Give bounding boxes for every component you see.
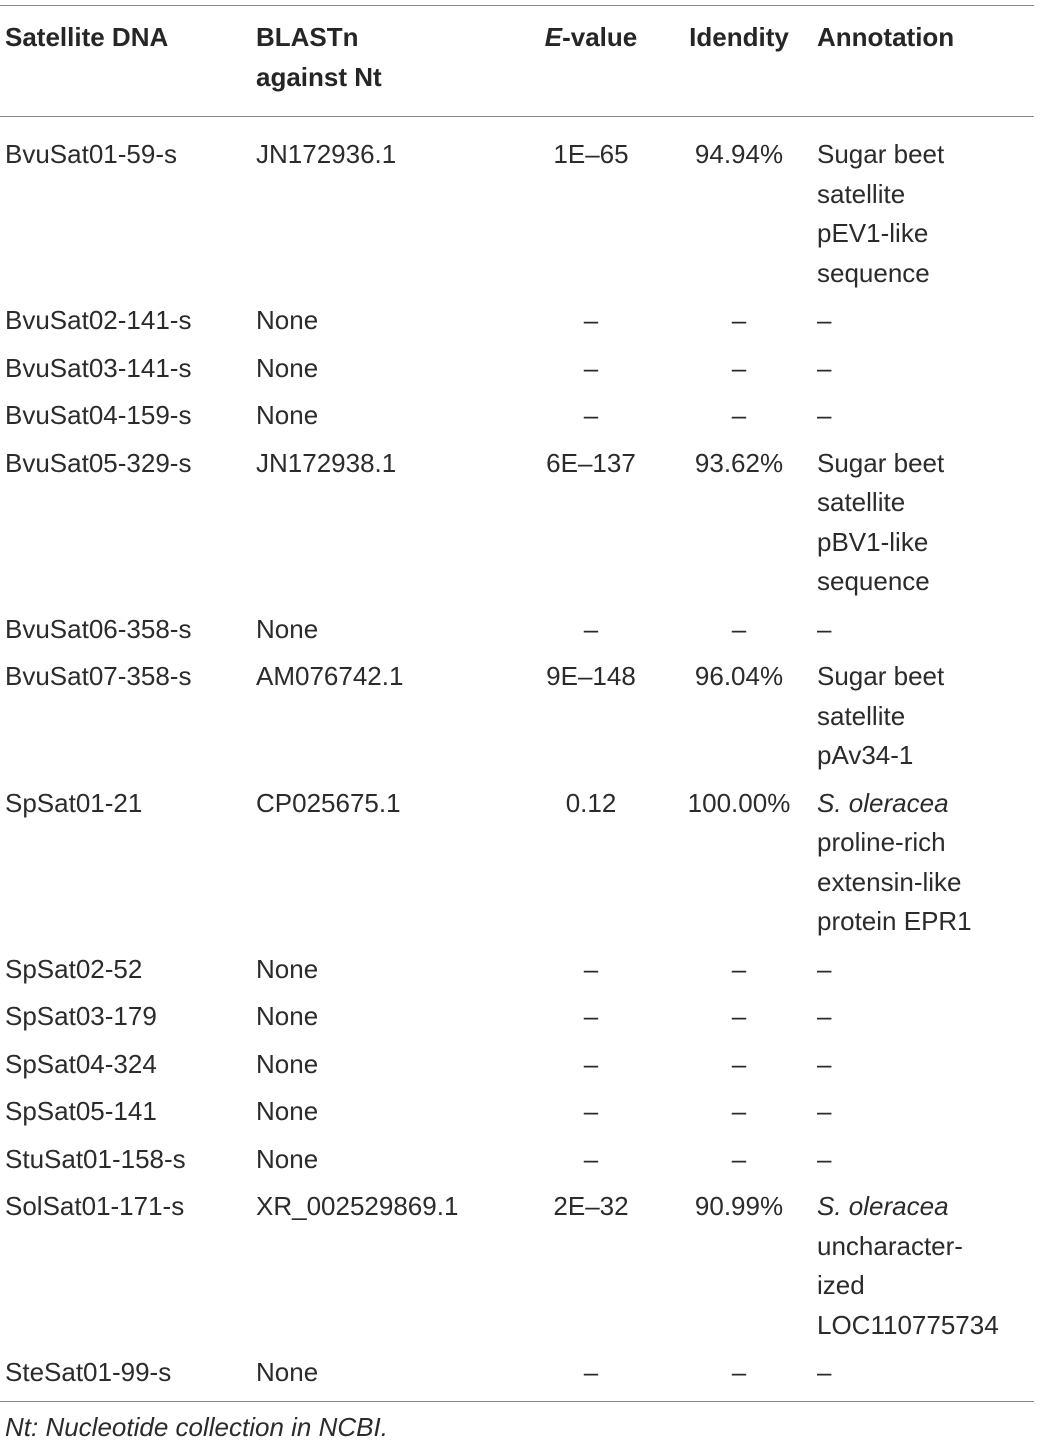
table-row (0, 657, 1042, 784)
cell-satellite-dna: SpSat01-21 (5, 787, 143, 818)
cell-blastn: None (256, 1357, 319, 1387)
annotation-line: LOC110775734 (817, 1309, 999, 1340)
annotation-line: satellite (817, 700, 906, 731)
annotation-line: Sugar beet (817, 661, 945, 691)
annotation-line: sequence (817, 257, 930, 288)
cell-annotation (812, 396, 1042, 444)
cell-evalue: – (583, 1001, 599, 1031)
cell-evalue: – (583, 1357, 599, 1387)
cell-evalue: 0.12 (565, 787, 617, 818)
annotation-species: S. oleracea (817, 787, 949, 818)
cell-blastn: JN172936.1 (256, 139, 397, 169)
table-row (0, 349, 1042, 397)
cell-blastn: None (256, 305, 319, 335)
cell-blastn: None (256, 1048, 319, 1079)
cell-satellite-dna: BvuSat06-358-s (5, 613, 192, 644)
cell-satellite-dna: SpSat05-141 (5, 1096, 157, 1126)
table-row (0, 301, 1042, 349)
cell-evalue: 1E–65 (553, 139, 629, 169)
cell-identity: – (731, 613, 747, 644)
cell-identity: – (731, 1143, 747, 1174)
cell-satellite-dna: BvuSat05-329-s (5, 447, 192, 478)
cell-annotation (812, 657, 1042, 784)
annotation-line: – (817, 1096, 832, 1126)
header-evalue (516, 18, 666, 116)
table-top-rule (0, 5, 1034, 6)
cell-blastn: None (256, 1001, 319, 1031)
annotation-line: – (817, 1048, 832, 1079)
annotation-line: satellite (817, 487, 906, 517)
cell-annotation (812, 1140, 1042, 1188)
satellite-dna-table (0, 18, 1042, 1401)
cell-evalue: – (583, 1143, 599, 1174)
annotation-line: satellite (817, 178, 906, 209)
cell-annotation (812, 1353, 1042, 1401)
cell-identity: – (731, 352, 747, 383)
cell-identity: – (731, 400, 747, 430)
table-row (0, 997, 1042, 1045)
cell-annotation (812, 784, 1042, 950)
cell-evalue: – (583, 953, 599, 984)
cell-blastn: None (256, 1096, 319, 1126)
cell-evalue: – (583, 1048, 599, 1079)
cell-identity: – (731, 1001, 747, 1031)
annotation-line: – (817, 352, 832, 383)
table-row (0, 1092, 1042, 1140)
header-evalue-e: E (544, 22, 563, 52)
cell-annotation (812, 1045, 1042, 1093)
cell-annotation (812, 301, 1042, 349)
cell-evalue: 2E–32 (553, 1191, 629, 1221)
table-row (0, 396, 1042, 444)
annotation-line: – (817, 400, 832, 430)
cell-blastn: AM076742.1 (256, 661, 404, 691)
annotation-line: pEV1-like (817, 218, 929, 248)
header-blastn (256, 18, 516, 116)
cell-satellite-dna: SolSat01-171-s (5, 1191, 185, 1221)
cell-identity: – (731, 305, 747, 335)
cell-annotation (812, 444, 1042, 610)
cell-evalue: – (583, 1096, 599, 1126)
table-row (0, 950, 1042, 998)
cell-satellite-dna: StuSat01-158-s (5, 1143, 186, 1174)
table-row (0, 610, 1042, 658)
cell-blastn: None (256, 400, 319, 430)
cell-satellite-dna: SteSat01-99-s (5, 1357, 172, 1387)
cell-satellite-dna: BvuSat03-141-s (5, 352, 192, 383)
table-row (0, 1045, 1042, 1093)
cell-evalue: – (583, 305, 599, 335)
cell-identity: 96.04% (694, 661, 784, 691)
table-header-row (0, 18, 1042, 116)
cell-blastn: XR_002529869.1 (256, 1191, 459, 1221)
header-blastn-line2: against Nt (256, 61, 382, 92)
cell-identity: 100.00% (687, 787, 791, 818)
cell-satellite-dna: BvuSat04-159-s (5, 400, 192, 430)
cell-annotation (812, 349, 1042, 397)
cell-evalue: 9E–148 (546, 661, 636, 691)
cell-annotation (812, 116, 1042, 301)
cell-identity: – (731, 1048, 747, 1079)
annotation-line: pBV1-like (817, 526, 929, 557)
header-evalue-rest: -value (562, 22, 638, 52)
cell-annotation (812, 1092, 1042, 1140)
cell-satellite-dna: SpSat04-324 (5, 1048, 157, 1079)
table-row (0, 1353, 1042, 1401)
cell-satellite-dna: BvuSat02-141-s (5, 305, 192, 335)
cell-evalue: – (583, 400, 599, 430)
header-satellite-dna: Satellite DNA (5, 22, 169, 52)
annotation-line: – (817, 613, 832, 644)
table-row (0, 784, 1042, 950)
annotation-line: Sugar beet (817, 139, 945, 169)
cell-blastn: CP025675.1 (256, 787, 401, 818)
cell-blastn: JN172938.1 (256, 447, 397, 478)
cell-annotation (812, 950, 1042, 998)
annotation-line: ized (817, 1270, 865, 1300)
cell-evalue: 6E–137 (546, 447, 636, 478)
cell-evalue: – (583, 613, 599, 644)
cell-evalue: – (583, 352, 599, 383)
cell-annotation (812, 997, 1042, 1045)
table-bottom-rule (0, 1401, 1034, 1402)
cell-satellite-dna: BvuSat01-59-s (5, 139, 177, 169)
annotation-line: proline-rich (817, 827, 946, 857)
annotation-line: sequence (817, 566, 930, 596)
annotation-line: – (817, 1001, 832, 1031)
cell-satellite-dna: SpSat02-52 (5, 953, 143, 984)
table-row (0, 1187, 1042, 1353)
cell-identity: 93.62% (694, 447, 784, 478)
cell-identity: 90.99% (694, 1191, 784, 1221)
table-row (0, 116, 1042, 301)
cell-identity: 94.94% (694, 139, 784, 169)
cell-satellite-dna: BvuSat07-358-s (5, 661, 192, 691)
annotation-line: – (817, 1143, 832, 1174)
cell-annotation (812, 610, 1042, 658)
annotation-line: Sugar beet (817, 447, 945, 478)
annotation-line: uncharacter- (817, 1230, 963, 1261)
cell-blastn: None (256, 352, 319, 383)
cell-identity: – (731, 1357, 747, 1387)
table-row (0, 444, 1042, 610)
table-footnote: Nt: Nucleotide collection in NCBI. (5, 1412, 388, 1442)
cell-blastn: None (256, 613, 319, 644)
annotation-line: protein EPR1 (817, 906, 972, 936)
cell-identity: – (731, 1096, 747, 1126)
annotation-line: – (817, 1357, 832, 1387)
cell-identity: – (731, 953, 747, 984)
cell-annotation (812, 1187, 1042, 1353)
table-row (0, 1140, 1042, 1188)
header-annotation: Annotation (817, 22, 955, 52)
annotation-line: – (817, 305, 832, 335)
cell-blastn: None (256, 1143, 319, 1174)
annotation-species: S. oleracea (817, 1191, 949, 1221)
annotation-line: – (817, 953, 832, 984)
header-identity: Idendity (689, 22, 789, 52)
annotation-line: pAv34-1 (817, 740, 914, 770)
annotation-line: extensin-like (817, 866, 962, 897)
cell-blastn: None (256, 953, 319, 984)
cell-satellite-dna: SpSat03-179 (5, 1001, 157, 1031)
header-blastn-line1: BLASTn (256, 22, 359, 52)
table-body (0, 116, 1042, 1401)
